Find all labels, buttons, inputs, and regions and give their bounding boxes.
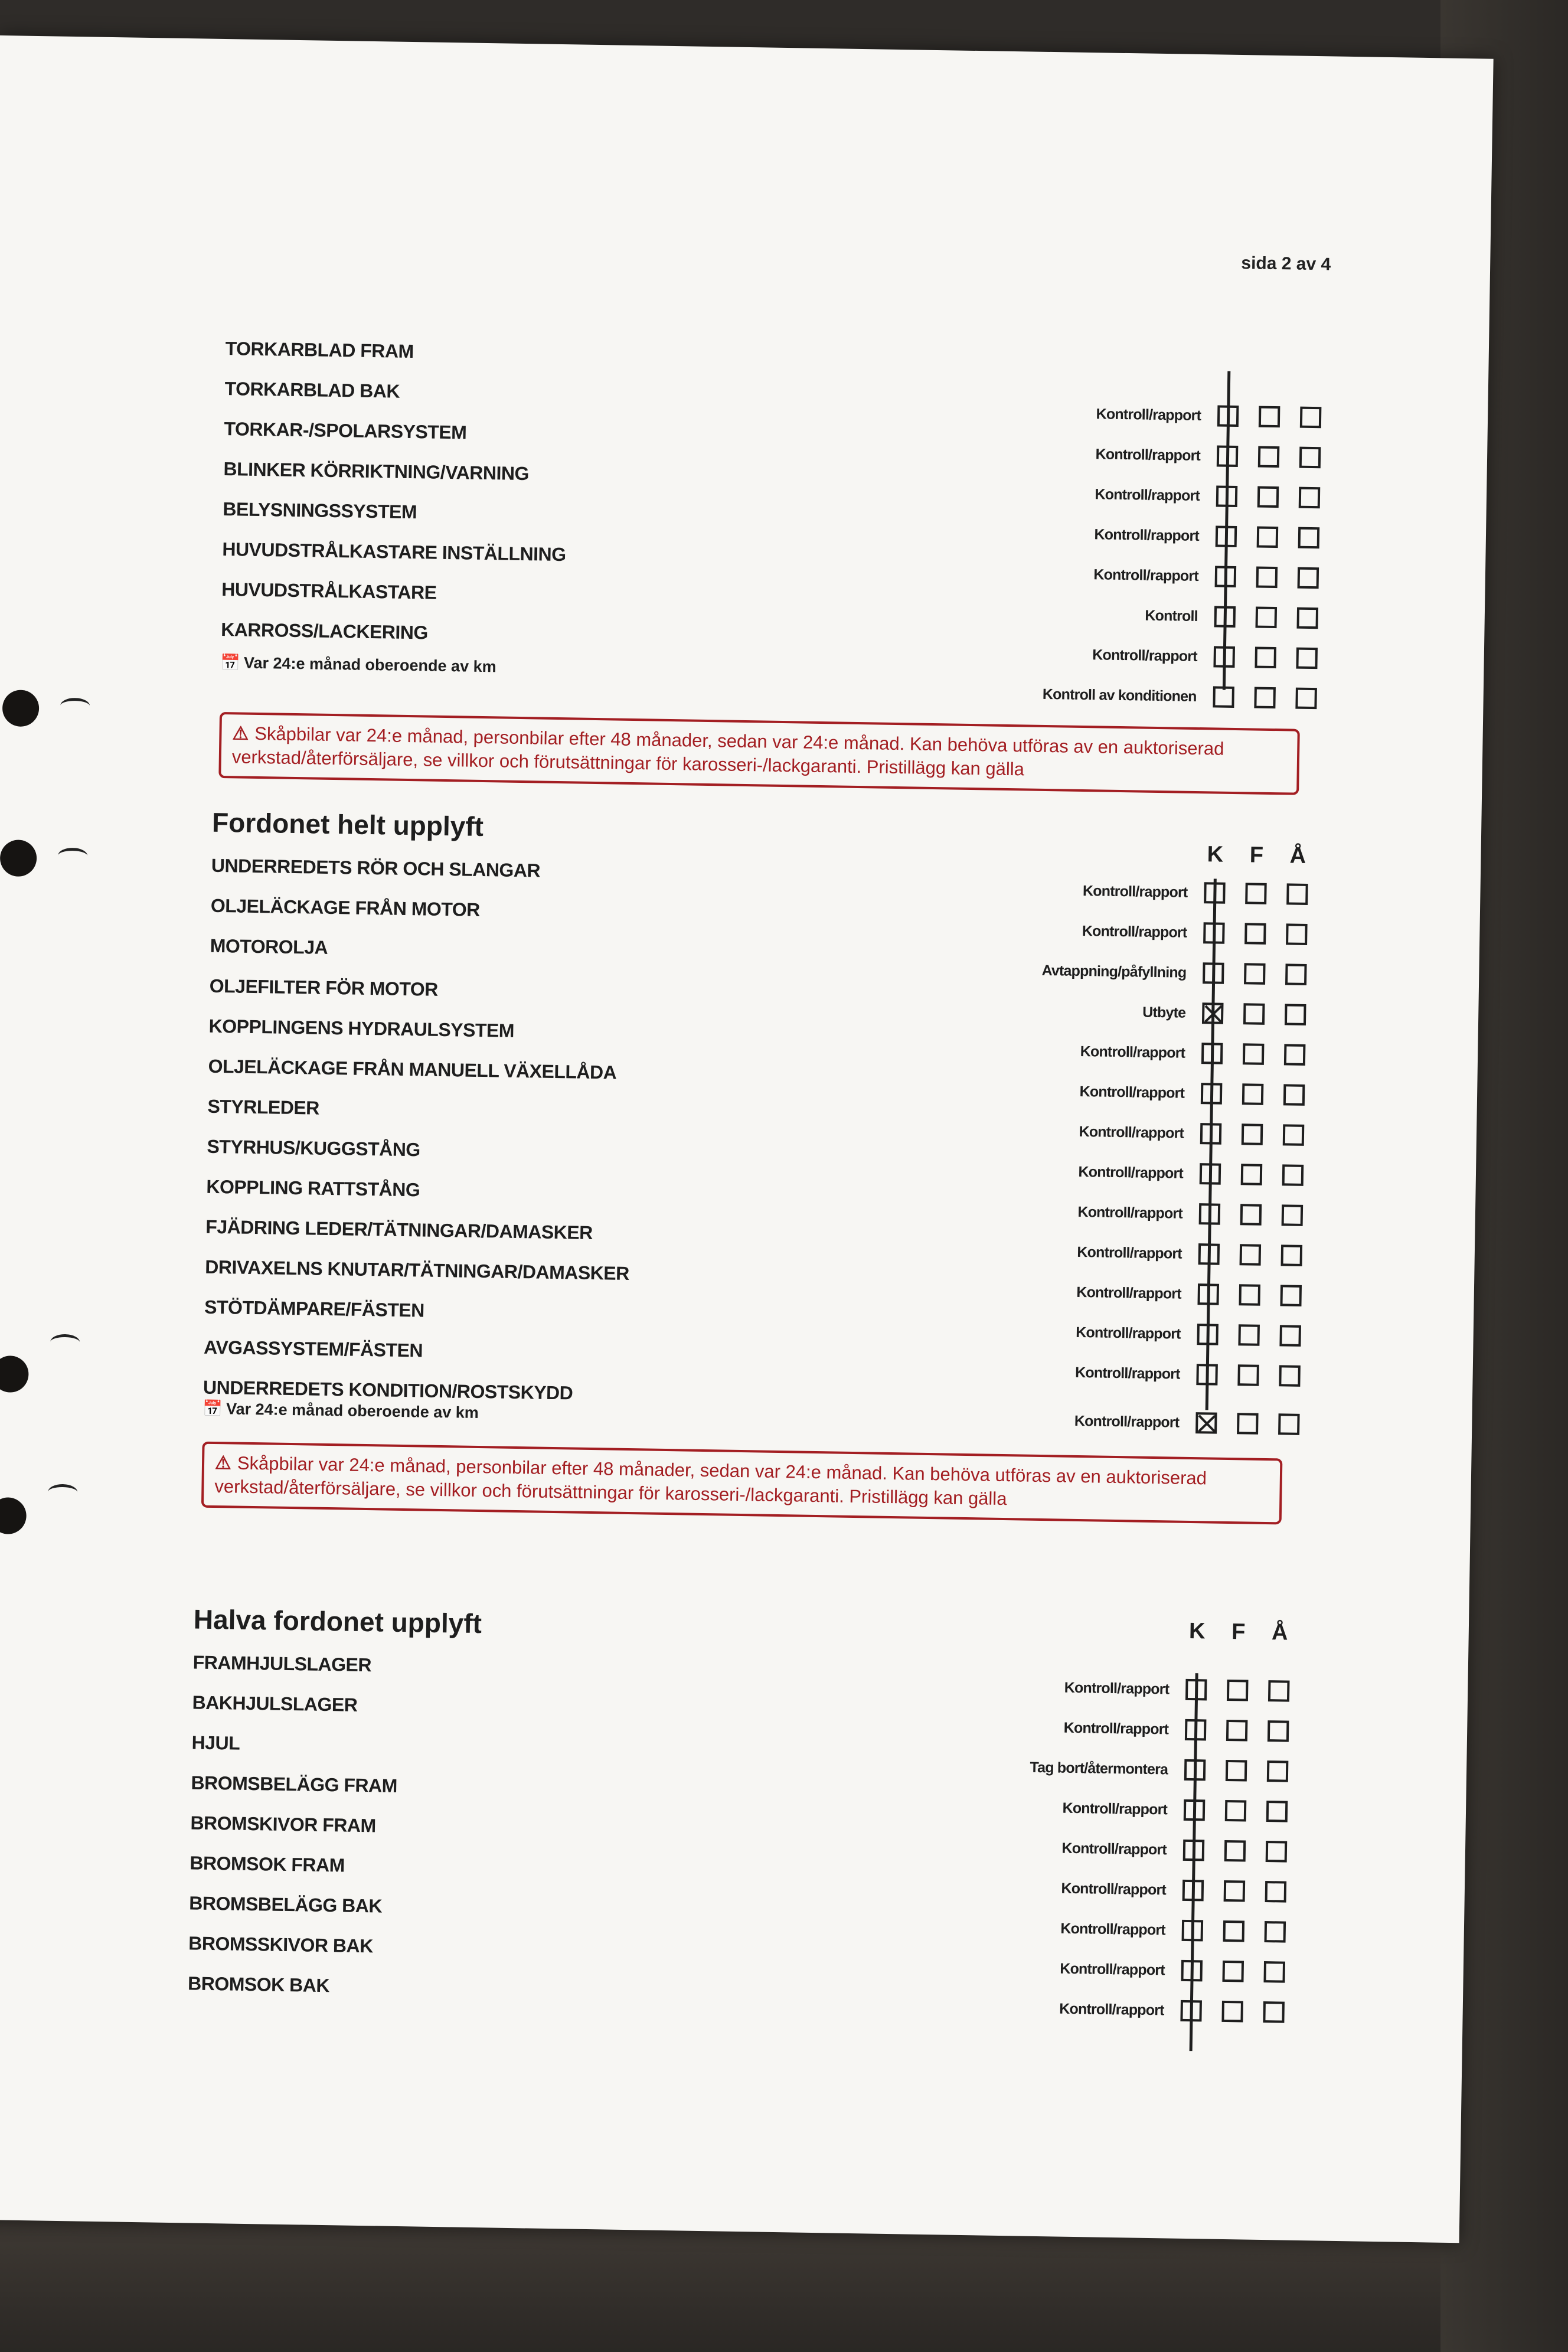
- item-label: TORKARBLAD BAK: [224, 378, 400, 402]
- checkbox-k[interactable]: [1180, 2000, 1202, 2022]
- warning-text: Skåpbilar var 24:e månad, personbilar efter 48 månader, sedan var 24:e månad. Kan behöva utföras av en auktoriserad verkstad/återförsäljare, se villkor och förutsättningar för karosseri-/lackgaranti. Pristillägg kan gälla: [231, 723, 1224, 780]
- column-header-a: Å: [1289, 843, 1306, 868]
- checkbox-a[interactable]: [1299, 447, 1321, 469]
- item-label: FRAMHJULSLAGER: [192, 1651, 372, 1676]
- item-label: BROMSOK BAK: [187, 1972, 330, 1997]
- hole-mark: [60, 698, 90, 714]
- item-label: AVGASSYSTEM/FÄSTEN: [203, 1336, 423, 1361]
- checkbox-f[interactable]: [1257, 486, 1279, 508]
- item-label: HJUL: [191, 1732, 240, 1754]
- checkbox-k[interactable]: [1203, 922, 1225, 944]
- action-label: Kontroll av konditionen: [1042, 685, 1197, 705]
- checkbox-f[interactable]: [1223, 1920, 1245, 1942]
- checkbox-f[interactable]: [1257, 527, 1279, 548]
- checkbox-k[interactable]: [1182, 1880, 1204, 1902]
- checkbox-a[interactable]: [1285, 963, 1307, 985]
- section-fully-lifted: [201, 806, 1310, 1525]
- checkbox-k[interactable]: [1184, 1759, 1206, 1781]
- checkbox-f[interactable]: [1244, 963, 1266, 985]
- binder-hole: [0, 839, 37, 877]
- hole-mark: [50, 1334, 80, 1351]
- interval-note: [202, 1399, 479, 1422]
- warning-text: Skåpbilar var 24:e månad, personbilar efter 48 månader, sedan var 24:e månad. Kan behöva utföras av en auktoriserad verkstad/återförsäljare, se villkor och förutsättningar för karosseri-/lackgaranti. Pristillägg kan gälla: [214, 1452, 1207, 1510]
- checkbox-a[interactable]: [1266, 1801, 1288, 1822]
- checkbox-f[interactable]: [1237, 1413, 1259, 1435]
- item-label: KOPPLING RATTSTÅNG: [206, 1175, 420, 1201]
- checkbox-k[interactable]: [1197, 1283, 1219, 1305]
- checkbox-k[interactable]: [1181, 1960, 1203, 1982]
- action-label: Kontroll/rapport: [1093, 566, 1199, 584]
- checkbox-f[interactable]: [1254, 687, 1276, 709]
- checkbox-a[interactable]: [1279, 1365, 1301, 1387]
- checkbox-f[interactable]: [1243, 1003, 1265, 1025]
- checkbox-f[interactable]: [1239, 1284, 1260, 1306]
- item-label: TORKARBLAD FRAM: [225, 338, 414, 362]
- action-label: Kontroll/rapport: [1061, 1880, 1167, 1899]
- checkbox-f[interactable]: [1237, 1364, 1259, 1386]
- checkbox-a[interactable]: [1267, 1760, 1289, 1782]
- checkbox-a[interactable]: [1278, 1413, 1300, 1435]
- action-label: Kontroll/rapport: [1094, 526, 1200, 545]
- checkbox-k[interactable]: [1182, 1920, 1204, 1942]
- action-label: Kontroll/rapport: [1080, 1043, 1185, 1061]
- item-label: BROMSOK FRAM: [190, 1852, 345, 1876]
- action-label: Kontroll/rapport: [1074, 1412, 1180, 1431]
- checkbox-f[interactable]: [1240, 1244, 1262, 1266]
- action-label: Tag bort/återmontera: [1030, 1759, 1168, 1778]
- checkbox-f[interactable]: [1243, 1043, 1265, 1065]
- checkbox-a[interactable]: [1283, 1084, 1305, 1106]
- binder-hole: [2, 690, 40, 727]
- action-label: Kontroll/rapport: [1092, 646, 1197, 665]
- item-label: HUVUDSTRÅLKASTARE INSTÄLLNING: [222, 538, 566, 566]
- item-label: UNDERREDETS RÖR OCH SLANGAR: [211, 854, 541, 881]
- binder-hole: [0, 1497, 27, 1534]
- action-label: Kontroll/rapport: [1063, 1719, 1169, 1738]
- checkbox-f[interactable]: [1245, 883, 1267, 904]
- warning-icon: ⚠: [214, 1452, 232, 1474]
- action-label: Kontroll/rapport: [1076, 1324, 1181, 1342]
- checkbox-a[interactable]: [1265, 1881, 1287, 1903]
- binder-hole: [0, 1355, 29, 1393]
- column-header-k: K: [1188, 1618, 1206, 1644]
- checkbox-f[interactable]: [1221, 2001, 1243, 2023]
- section-title: Fordonet helt upplyft: [211, 806, 484, 842]
- checkbox-k[interactable]: [1213, 686, 1234, 708]
- checkbox-k[interactable]: [1185, 1719, 1207, 1741]
- checkbox-k[interactable]: [1183, 1840, 1205, 1861]
- item-label: MOTOROLJA: [210, 935, 328, 958]
- action-label: Kontroll: [1145, 607, 1198, 625]
- checkbox-k[interactable]: [1216, 525, 1237, 547]
- checkbox-k[interactable]: [1201, 1083, 1223, 1105]
- checkbox-k[interactable]: [1200, 1123, 1222, 1145]
- checkbox-a[interactable]: [1298, 567, 1319, 589]
- checkbox-f[interactable]: [1225, 1800, 1247, 1822]
- checkbox-a[interactable]: [1279, 1325, 1301, 1347]
- checkbox-k[interactable]: [1214, 606, 1236, 628]
- action-label: Kontroll/rapport: [1059, 2000, 1164, 2019]
- note-text: Var 24:e månad oberoende av km: [243, 654, 496, 676]
- checkbox-k[interactable]: [1216, 485, 1238, 507]
- column-header-k: K: [1207, 842, 1224, 867]
- checkbox-f[interactable]: [1224, 1880, 1246, 1902]
- action-label: Kontroll/rapport: [1082, 882, 1188, 901]
- action-label: Kontroll/rapport: [1077, 1243, 1182, 1262]
- interval-note: [220, 653, 496, 676]
- section-half-lifted: [188, 1603, 1292, 2026]
- checkbox-a[interactable]: [1286, 883, 1308, 905]
- action-label: Utbyte: [1142, 1004, 1186, 1021]
- checkbox-k[interactable]: [1200, 1163, 1221, 1185]
- checkbox-f[interactable]: [1256, 567, 1278, 589]
- action-label: Kontroll/rapport: [1082, 922, 1187, 941]
- item-label: OLJELÄCKAGE FRÅN MOTOR: [210, 894, 481, 920]
- item-label: BROMSBELÄGG BAK: [189, 1892, 383, 1917]
- checkbox-f[interactable]: [1259, 406, 1280, 428]
- item-label: BELYSNINGSSYSTEM: [223, 498, 417, 523]
- section-body-checks: [220, 334, 1323, 780]
- action-label: Kontroll/rapport: [1077, 1203, 1183, 1222]
- checkbox-f[interactable]: [1224, 1840, 1246, 1862]
- checkbox-a[interactable]: [1282, 1204, 1304, 1226]
- checkbox-k[interactable]: [1185, 1679, 1207, 1701]
- action-label: Kontroll/rapport: [1060, 1960, 1165, 1979]
- action-label: Kontroll/rapport: [1074, 1364, 1180, 1383]
- checkbox-f[interactable]: [1255, 647, 1276, 669]
- checkbox-a[interactable]: [1296, 648, 1318, 669]
- item-label: DRIVAXELNS KNUTAR/TÄTNINGAR/DAMASKER: [204, 1256, 630, 1284]
- checkbox-a[interactable]: [1265, 1921, 1286, 1943]
- page-number: sida 2 av 4: [1241, 253, 1331, 275]
- checkbox-a[interactable]: [1263, 1961, 1285, 1983]
- column-header-a: Å: [1271, 1620, 1288, 1645]
- hole-mark: [58, 848, 87, 864]
- action-label: Kontroll/rapport: [1096, 406, 1201, 424]
- checkbox-k[interactable]: [1198, 1243, 1220, 1265]
- item-label: KARROSS/LACKERING: [220, 619, 429, 643]
- hole-mark: [48, 1484, 77, 1501]
- item-label: OLJELÄCKAGE FRÅN MANUELL VÄXELLÅDA: [208, 1055, 617, 1083]
- checkbox-f[interactable]: [1240, 1204, 1262, 1226]
- checkbox-a[interactable]: [1299, 487, 1321, 509]
- checkbox-a[interactable]: [1300, 407, 1322, 429]
- action-label: Kontroll/rapport: [1095, 446, 1201, 465]
- checkbox-k[interactable]: [1217, 405, 1239, 427]
- checkbox-f[interactable]: [1244, 923, 1266, 945]
- item-label: OLJEFILTER FÖR MOTOR: [209, 975, 439, 1000]
- action-label: Kontroll/rapport: [1076, 1283, 1181, 1302]
- section-title: Halva fordonet upplyft: [193, 1603, 482, 1639]
- checkbox-a[interactable]: [1298, 527, 1320, 549]
- note-text: Var 24:e månad oberoende av km: [226, 1400, 479, 1422]
- column-headers: [1173, 1619, 1292, 1650]
- checkbox-k[interactable]: [1196, 1364, 1218, 1386]
- checkbox-a[interactable]: [1282, 1164, 1304, 1186]
- warning-icon: ⚠: [232, 723, 249, 744]
- checkbox-f[interactable]: [1258, 446, 1280, 468]
- checkbox-f[interactable]: [1242, 1083, 1264, 1105]
- checklist-page: [0, 35, 1494, 2243]
- item-label: BROMSSKIVOR BAK: [188, 1932, 374, 1957]
- action-label: Kontroll/rapport: [1095, 486, 1200, 505]
- checkbox-f[interactable]: [1226, 1760, 1247, 1782]
- item-label: HUVUDSTRÅLKASTARE: [221, 579, 437, 603]
- checkbox-f[interactable]: [1241, 1164, 1263, 1185]
- checkbox-f[interactable]: [1255, 607, 1277, 629]
- column-header-f: F: [1231, 1619, 1246, 1645]
- checkbox-k[interactable]: [1217, 445, 1239, 467]
- checkbox-a[interactable]: [1263, 2001, 1285, 2023]
- item-label: TORKAR-/SPOLARSYSTEM: [224, 418, 467, 443]
- item-label: UNDERREDETS KONDITION/ROSTSKYDD: [202, 1376, 573, 1404]
- action-label: Kontroll/rapport: [1064, 1679, 1170, 1698]
- item-label: BROMSBELÄGG FRAM: [191, 1772, 398, 1796]
- warning-box: [201, 1442, 1283, 1525]
- checkbox-a[interactable]: [1283, 1124, 1305, 1146]
- item-label: STYRHUS/KUGGSTÅNG: [207, 1135, 421, 1161]
- checkbox-a[interactable]: [1295, 688, 1317, 710]
- action-label: Avtappning/påfyllning: [1041, 962, 1187, 981]
- calendar-icon: 📅: [202, 1399, 223, 1418]
- item-label: KOPPLINGENS HYDRAULSYSTEM: [208, 1015, 515, 1041]
- checkbox-k[interactable]: [1201, 1043, 1223, 1064]
- checkbox-f[interactable]: [1226, 1720, 1248, 1742]
- action-label: Kontroll/rapport: [1079, 1123, 1184, 1142]
- checkbox-f[interactable]: [1242, 1123, 1263, 1145]
- checkbox-k[interactable]: [1204, 882, 1226, 904]
- checkbox-k[interactable]: [1184, 1799, 1206, 1821]
- checkbox-a[interactable]: [1268, 1680, 1290, 1702]
- action-label: Kontroll/rapport: [1078, 1163, 1184, 1182]
- checkbox-a[interactable]: [1266, 1841, 1288, 1863]
- action-label: Kontroll/rapport: [1079, 1083, 1185, 1102]
- item-label: BLINKER KÖRRIKTNING/VARNING: [223, 458, 530, 485]
- item-label: FJÄDRING LEDER/TÄTNINGAR/DAMASKER: [205, 1216, 593, 1244]
- checkbox-k[interactable]: [1199, 1203, 1221, 1225]
- item-label: BAKHJULSLAGER: [192, 1691, 358, 1716]
- checkbox-a[interactable]: [1268, 1720, 1289, 1742]
- item-label: STÖTDÄMPARE/FÄSTEN: [204, 1296, 425, 1321]
- checkbox-k[interactable]: [1203, 962, 1224, 984]
- checkbox-a[interactable]: [1285, 1004, 1306, 1025]
- checkbox-k[interactable]: [1197, 1324, 1219, 1345]
- action-label: Kontroll/rapport: [1061, 1840, 1167, 1858]
- checkbox-a[interactable]: [1281, 1244, 1303, 1266]
- action-label: Kontroll/rapport: [1060, 1920, 1166, 1939]
- warning-box: [218, 712, 1300, 795]
- checkbox-f[interactable]: [1222, 1961, 1244, 1982]
- checkbox-k-checked[interactable]: [1195, 1412, 1217, 1434]
- checkbox-a[interactable]: [1296, 607, 1318, 629]
- column-header-f: F: [1249, 842, 1264, 868]
- item-label: BROMSKIVOR FRAM: [190, 1812, 376, 1837]
- checkbox-k-checked[interactable]: [1202, 1002, 1224, 1024]
- item-label: STYRLEDER: [207, 1095, 320, 1119]
- checkbox-k[interactable]: [1215, 566, 1237, 587]
- checkbox-a[interactable]: [1284, 1044, 1306, 1066]
- checkbox-f[interactable]: [1227, 1680, 1249, 1701]
- checkbox-f[interactable]: [1238, 1324, 1260, 1346]
- checkbox-a[interactable]: [1280, 1285, 1302, 1306]
- action-label: Kontroll/rapport: [1062, 1799, 1168, 1818]
- calendar-icon: 📅: [220, 653, 241, 672]
- checkbox-k[interactable]: [1213, 646, 1235, 668]
- checkbox-a[interactable]: [1286, 923, 1308, 945]
